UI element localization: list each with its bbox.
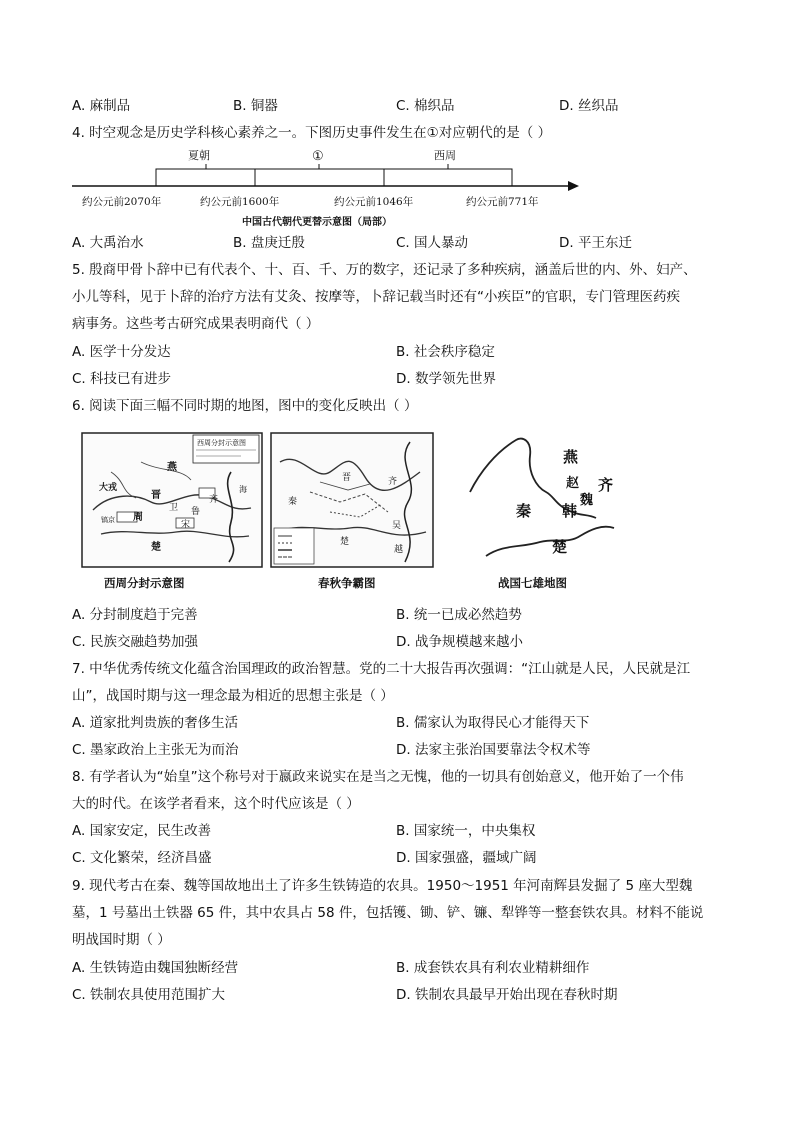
q8-options-row-2 <box>72 848 732 868</box>
bracket-xia <box>156 169 255 181</box>
q5-line-3: 病事务。这些考古研究成果表明商代（ ） <box>72 316 320 332</box>
q5-line-1: 5. 殷商甲骨卜辞中已有代表个、十、百、千、万的数字，还记录了多种疾病，涵盖后世的内、外、妇产、 <box>72 262 697 278</box>
map2-label-qin: 秦 <box>288 497 298 507</box>
map-western-zhou <box>81 432 263 568</box>
q3-option-c[interactable]: C. 棉织品 <box>396 98 455 114</box>
q6-options-row-2 <box>72 632 732 652</box>
q5-option-d[interactable]: D. 数学领先世界 <box>396 371 496 387</box>
q8-option-a[interactable]: A. 国家安定，民生改善 <box>72 823 212 839</box>
q4-option-b[interactable]: B. 盘庚迁殷 <box>233 235 305 251</box>
q9-option-d[interactable]: D. 铁制农具最早开始出现在春秋时期 <box>396 987 618 1003</box>
map2-title: 春秋争霸图 <box>318 576 376 590</box>
date-1600: 约公元前1600年 <box>200 196 280 208</box>
q8-option-c[interactable]: C. 文化繁荣，经济昌盛 <box>72 850 212 866</box>
map-spring-autumn <box>270 432 434 568</box>
q4-option-a[interactable]: A. 大禹治水 <box>72 235 144 251</box>
q7-option-a[interactable]: A. 道家批判贵族的奢侈生活 <box>72 715 239 731</box>
q4-options <box>72 233 732 253</box>
map2-label-qi: 齐 <box>388 477 398 487</box>
q7-option-d[interactable]: D. 法家主张治国要靠法令权术等 <box>396 742 591 758</box>
q9-option-c[interactable]: C. 铁制农具使用范围扩大 <box>72 987 226 1003</box>
q7-option-b[interactable]: B. 儒家认为取得民心才能得天下 <box>396 715 590 731</box>
date-771: 约公元前771年 <box>466 196 539 208</box>
q9-line-2: 墓，1 号墓出土铁器 65 件，其中农具占 58 件，包括镬、锄、铲、镰、犁铧等一整套铁农具。材料不能说 <box>72 905 704 921</box>
q4-stem: 4. 时空观念是历史学科核心素养之一。下图历史事件发生在①对应朝代的是（ ） <box>72 125 552 141</box>
map2-legend <box>274 528 314 564</box>
map1-label-jin: 晋 <box>151 490 161 501</box>
map2-label-chu: 楚 <box>340 537 350 547</box>
q9-options-row-2 <box>72 985 732 1005</box>
map1-inset-title: 西周分封示意图 <box>197 439 246 447</box>
map1-label-haojing: 镐京 <box>101 516 115 524</box>
map1-label-sea: 海 <box>239 485 247 494</box>
q8-option-d[interactable]: D. 国家强盛，疆域广阔 <box>396 850 537 866</box>
q5-option-c[interactable]: C. 科技已有进步 <box>72 371 172 387</box>
q4-option-c[interactable]: C. 国人暴动 <box>396 235 469 251</box>
timeline-caption: 中国古代朝代更替示意图（局部） <box>242 217 392 228</box>
q5-options-row-2 <box>72 369 732 389</box>
q5-option-a[interactable]: A. 医学十分发达 <box>72 344 171 360</box>
map1-label-wei: 卫 <box>169 503 179 513</box>
map1-label-zhou: 周 <box>133 512 143 523</box>
map3-label-chu: 楚 <box>552 538 568 556</box>
q9-options-row-1 <box>72 958 732 978</box>
q3-options <box>72 96 732 116</box>
q7-options-row-1 <box>72 713 732 733</box>
q3-option-b[interactable]: B. 铜器 <box>233 98 278 114</box>
q5-line-2: 小儿等科，见于卜辞的治疗方法有艾灸、按摩等，卜辞记载当时还有“小疾臣”的官职，专门管理医药疾 <box>72 289 680 305</box>
map3-label-yan: 燕 <box>563 448 579 466</box>
map2-label-jin: 晋 <box>342 473 352 483</box>
period-xizhou: 西周 <box>434 149 456 162</box>
map3-label-qi: 齐 <box>598 476 614 494</box>
q9-line-3: 明战国时期（ ） <box>72 932 171 948</box>
q6-option-c[interactable]: C. 民族交融趋势加强 <box>72 634 199 650</box>
q9-option-a[interactable]: A. 生铁铸造由魏国独断经营 <box>72 960 239 976</box>
q9-option-b[interactable]: B. 成套铁农具有利农业精耕细作 <box>396 960 590 976</box>
map2-label-yue: 越 <box>394 545 404 555</box>
map2-label-wu: 吴 <box>392 521 402 531</box>
q7-line-1: 7. 中华优秀传统文化蕴含治国理政的政治智慧。党的二十大报告再次强调：“江山就是人民，人民就是江 <box>72 661 691 677</box>
q7-options-row-2 <box>72 740 732 760</box>
q6-option-d[interactable]: D. 战争规模越来越小 <box>396 634 523 650</box>
q9-line-1: 9. 现代考古在秦、魏等国故地出土了许多生铁铸造的农具。1950～1951 年河南辉县发掘了 5 座大型魏 <box>72 878 693 894</box>
q6-stem: 6. 阅读下面三幅不同时期的地图，图中的变化反映出（ ） <box>72 398 418 414</box>
timeline-arrow-icon <box>568 181 579 191</box>
bracket-1 <box>255 169 384 181</box>
q7-option-c[interactable]: C. 墨家政治上主张无为而治 <box>72 742 239 758</box>
q8-option-b[interactable]: B. 国家统一，中央集权 <box>396 823 536 839</box>
map3-label-wei: 魏 <box>580 493 594 508</box>
map3-title: 战国七雄地图 <box>498 576 567 590</box>
bracket-xizhou <box>384 169 512 181</box>
date-1046: 约公元前1046年 <box>334 196 414 208</box>
map1-label-qi: 齐 <box>209 495 219 505</box>
date-2070: 约公元前2070年 <box>82 196 162 208</box>
q3-option-d[interactable]: D. 丝织品 <box>559 98 619 114</box>
map1-label-lu: 鲁 <box>191 507 201 517</box>
q8-line-1: 8. 有学者认为“始皇”这个称号对于嬴政来说实在是当之无愧，他的一切具有创始意义，他开始了一个伟 <box>72 769 684 785</box>
q6-option-a[interactable]: A. 分封制度趋于完善 <box>72 607 198 623</box>
map1-label-yan: 燕 <box>167 462 177 473</box>
map1-label-chu: 楚 <box>151 542 161 553</box>
q7-line-2: 山”，战国时期与这一理念最为相近的思想主张是（ ） <box>72 688 394 704</box>
period-1: ① <box>312 149 324 164</box>
map3-river-yangtze <box>486 527 614 556</box>
q3-option-a[interactable]: A. 麻制品 <box>72 98 131 114</box>
map3-label-qin: 秦 <box>516 502 532 520</box>
q4-timeline-figure <box>72 145 582 230</box>
q8-options-row-1 <box>72 821 732 841</box>
map1-title: 西周分封示意图 <box>104 576 185 590</box>
map-warring-states <box>456 432 626 568</box>
q6-options-row-1 <box>72 605 732 625</box>
q4-option-d[interactable]: D. 平王东迁 <box>559 235 632 251</box>
map1-label-song: 宋 <box>181 520 191 530</box>
map1-label-darong: 大戎 <box>99 483 118 493</box>
q5-option-b[interactable]: B. 社会秩序稳定 <box>396 344 495 360</box>
map3-label-han: 韩 <box>562 502 578 520</box>
q5-options-row-1 <box>72 342 732 362</box>
period-xia: 夏朝 <box>188 149 210 162</box>
q6-option-b[interactable]: B. 统一已成必然趋势 <box>396 607 522 623</box>
q8-line-2: 大的时代。在该学者看来，这个时代应该是（ ） <box>72 796 360 812</box>
map3-label-zhao: 赵 <box>566 476 580 491</box>
